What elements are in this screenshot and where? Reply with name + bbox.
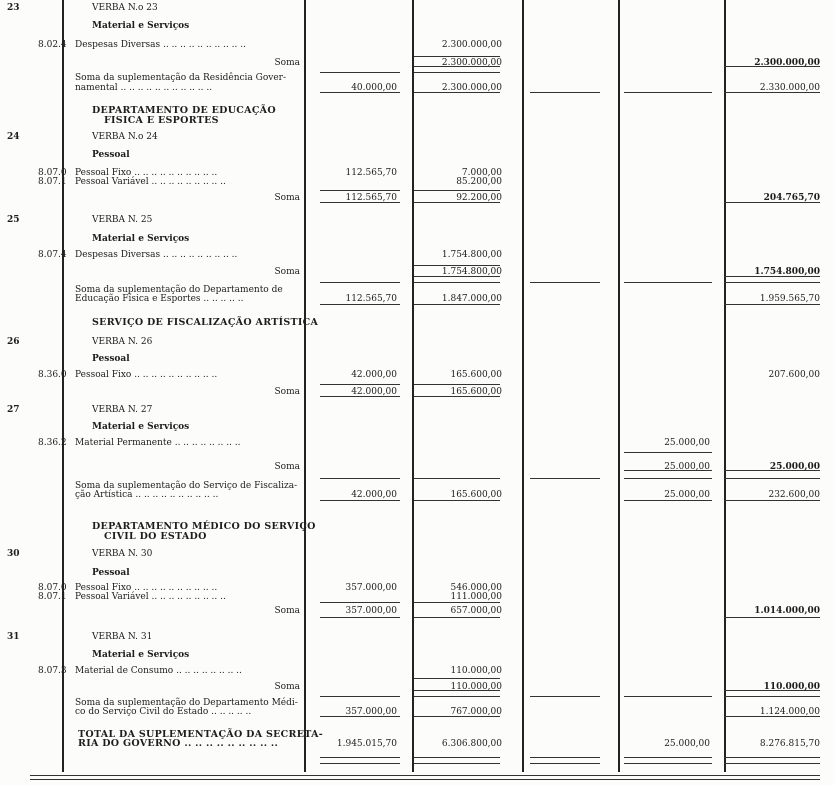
amount-c2: 6.306.800,00 (441, 739, 502, 749)
rule-line (724, 500, 820, 501)
amount-c1: 357.000,00 (345, 583, 397, 593)
amount-c1: 357.000,00 (345, 707, 397, 717)
amount-c5: 1.754.800,00 (754, 267, 820, 277)
rule-line (724, 282, 820, 283)
item-description: FISICA E ESPORTES (104, 115, 219, 126)
item-description: Pessoal Fixo .. .. .. .. .. .. .. .. .. .. (75, 583, 218, 593)
amount-c2: 657.000,00 (450, 606, 502, 616)
rule-line (530, 696, 600, 697)
amount-c5: 1.959.565,70 (759, 294, 820, 304)
rule-line (724, 478, 820, 479)
column-rule-3 (412, 0, 414, 772)
item-description: Material Permanente .. .. .. .. .. .. .. .. (75, 438, 241, 448)
column-rule-2 (304, 0, 306, 772)
item-description: Despesas Diversas .. .. .. .. .. .. .. .. .. (75, 250, 238, 260)
rule-line (30, 779, 820, 780)
rule-line (414, 72, 500, 73)
rule-line (414, 678, 500, 679)
item-description: Material e Serviços (92, 422, 190, 432)
rule-line (624, 763, 712, 764)
amount-c2: 2.300.000,00 (441, 58, 502, 68)
soma-label: Soma (274, 682, 300, 692)
amount-c2: 1.754.800,00 (441, 250, 502, 260)
item-description: VERBA N. 30 (92, 549, 153, 559)
amount-c1: 357.000,00 (345, 606, 397, 616)
rule-line (624, 478, 712, 479)
amount-c2: 92.200,00 (456, 193, 502, 203)
amount-c2: 767.000,00 (450, 707, 502, 717)
rule-line (724, 757, 820, 758)
amount-c1: 1.945.015,70 (336, 739, 397, 749)
column-rule-4 (522, 0, 524, 772)
amount-c1: 42.000,00 (351, 490, 397, 500)
amount-c5: 232.600,00 (768, 490, 820, 500)
amount-c4: 25.000,00 (664, 438, 710, 448)
rule-line (724, 696, 820, 697)
budget-code: 8.07.3 (38, 666, 67, 676)
soma-label: Soma (274, 606, 300, 616)
amount-c5: 8.276.815,70 (759, 739, 820, 749)
item-description: Material e Serviços (92, 21, 190, 31)
rule-line (530, 478, 600, 479)
budget-code: 8.36.2 (38, 438, 67, 448)
rule-line (414, 478, 500, 479)
budget-code: 8.07.4 (38, 250, 67, 260)
rule-line (530, 92, 600, 93)
budget-code: 8.36.0 (38, 370, 67, 380)
amount-c2: 111.000,00 (450, 592, 502, 602)
item-description: Pessoal (92, 568, 130, 578)
amount-c5: 1.014.000,00 (754, 606, 820, 616)
amount-c2: 7.000,00 (461, 168, 502, 178)
amount-c4: 25.000,00 (664, 490, 710, 500)
amount-c2: 165.600,00 (450, 387, 502, 397)
amount-c5: 25.000,00 (769, 462, 820, 472)
column-rule-5 (618, 0, 620, 772)
rule-line (624, 92, 712, 93)
rule-line (724, 763, 820, 764)
rule-line (320, 384, 400, 385)
line-number: 31 (7, 632, 20, 642)
amount-c5: 204.765,70 (763, 193, 820, 203)
line-number: 23 (7, 3, 20, 13)
item-description: namental .. .. .. .. .. .. .. .. .. .. .. (75, 83, 213, 93)
amount-c5: 110.000,00 (763, 682, 820, 692)
item-description: Material de Consumo .. .. .. .. .. .. .. .. (75, 666, 242, 676)
amount-c2: 1.847.000,00 (441, 294, 502, 304)
rule-line (320, 304, 400, 305)
amount-c2: 1.754.800,00 (441, 267, 502, 277)
amount-c5: 2.300.000,00 (754, 58, 820, 68)
amount-c5: 2.330.000,00 (759, 83, 820, 93)
rule-line (624, 452, 712, 453)
amount-c2: 110.000,00 (450, 666, 502, 676)
rule-line (414, 763, 500, 764)
amount-c1: 42.000,00 (351, 370, 397, 380)
item-description: CIVIL DO ESTADO (104, 531, 207, 542)
rule-line (530, 757, 600, 758)
rule-line (530, 282, 600, 283)
line-number: 24 (7, 132, 20, 142)
rule-line (320, 602, 400, 603)
budget-code: 8.07.1 (38, 592, 67, 602)
rule-line (320, 696, 400, 697)
item-description: Pessoal (92, 354, 130, 364)
rule-line (320, 282, 400, 283)
amount-c1: 112.565,70 (345, 294, 397, 304)
rule-line (414, 696, 500, 697)
line-number: 25 (7, 215, 20, 225)
column-rule-1 (62, 0, 64, 772)
amount-c4: 25.000,00 (664, 462, 710, 472)
rule-line (724, 304, 820, 305)
rule-line (320, 617, 400, 618)
amount-c1: 40.000,00 (351, 83, 397, 93)
amount-c1: 112.565,70 (345, 168, 397, 178)
rule-line (414, 282, 500, 283)
item-description: Material e Serviços (92, 234, 190, 244)
item-description: Pessoal Fixo .. .. .. .. .. .. .. .. .. .. (75, 168, 218, 178)
item-description: VERBA N. 27 (92, 405, 153, 415)
rule-line (320, 763, 400, 764)
amount-c1: 42.000,00 (351, 387, 397, 397)
rule-line (320, 757, 400, 758)
item-description: Soma da suplementação da Residência Gover- (75, 73, 287, 83)
rule-line (30, 775, 820, 776)
soma-label: Soma (274, 58, 300, 68)
item-description: VERBA N. 26 (92, 337, 153, 347)
item-description: VERBA N. 25 (92, 215, 153, 225)
line-number: 30 (7, 549, 20, 559)
amount-c2: 2.300.000,00 (441, 40, 502, 50)
amount-c2: 546.000,00 (450, 583, 502, 593)
amount-c2: 85.200,00 (456, 177, 502, 187)
item-description: Material e Serviços (92, 650, 190, 660)
budget-code: 8.07.1 (38, 177, 67, 187)
amount-c2: 2.300.000,00 (441, 83, 502, 93)
item-description: Pessoal Variável .. .. .. .. .. .. .. .. .. (75, 592, 226, 602)
rule-line (414, 384, 500, 385)
item-description: SERVIÇO DE FISCALIZAÇÃO ARTÍSTICA (92, 317, 319, 328)
item-description: co do Serviço Civil do Estado .. .. .. .. .. (75, 707, 252, 717)
rule-line (624, 757, 712, 758)
item-description: Soma da suplementação do Departamento de (75, 285, 283, 295)
item-description: Soma da suplementação do Serviço de Fiscaliza- (75, 481, 298, 491)
rule-line (320, 478, 400, 479)
item-description: Soma da suplementação do Departamento Médi- (75, 698, 298, 708)
item-description: Educação Física e Esportes .. .. .. .. .. (75, 294, 244, 304)
rule-line (414, 265, 500, 266)
rule-line (624, 282, 712, 283)
rule-line (414, 56, 500, 57)
amount-c2: 165.600,00 (450, 490, 502, 500)
item-description: Pessoal (92, 150, 130, 160)
line-number: 26 (7, 337, 20, 347)
rule-line (724, 617, 820, 618)
item-description: VERBA N.o 24 (92, 132, 158, 142)
amount-c4: 25.000,00 (664, 739, 710, 749)
amount-c2: 110.000,00 (450, 682, 502, 692)
item-description: TOTAL DA SUPLEMENTAÇÃO DA SECRETA- (78, 729, 324, 740)
item-description: Pessoal Fixo .. .. .. .. .. .. .. .. .. .. (75, 370, 218, 380)
rule-line (414, 190, 500, 191)
rule-line (624, 500, 712, 501)
soma-label: Soma (274, 462, 300, 472)
item-description: RIA DO GOVERNO .. .. .. .. .. .. .. .. .. (78, 738, 279, 749)
rule-line (414, 617, 500, 618)
soma-label: Soma (274, 193, 300, 203)
item-description: DEPARTAMENTO DE EDUCAÇÃO (92, 105, 276, 116)
rule-line (320, 500, 400, 501)
soma-label: Soma (274, 267, 300, 277)
rule-line (320, 190, 400, 191)
amount-c5: 1.124.000,00 (759, 707, 820, 717)
item-description: VERBA N. 31 (92, 632, 153, 642)
item-description: Pessoal Variável .. .. .. .. .. .. .. .. .. (75, 177, 226, 187)
rule-line (414, 602, 500, 603)
budget-code: 8.02.4 (38, 40, 67, 50)
column-rule-6 (724, 0, 726, 772)
amount-c1: 112.565,70 (345, 193, 397, 203)
amount-c2: 165.600,00 (450, 370, 502, 380)
line-number: 27 (7, 405, 20, 415)
rule-line (414, 757, 500, 758)
rule-line (530, 763, 600, 764)
item-description: VERBA N.o 23 (92, 3, 158, 13)
rule-line (414, 500, 500, 501)
amount-c5: 207.600,00 (768, 370, 820, 380)
item-description: Despesas Diversas .. .. .. .. .. .. .. .. .. .. (75, 40, 246, 50)
rule-line (320, 72, 400, 73)
rule-line (624, 696, 712, 697)
item-description: DEPARTAMENTO MÉDICO DO SERVIÇO (92, 521, 316, 532)
soma-label: Soma (274, 387, 300, 397)
rule-line (414, 304, 500, 305)
budget-code: 8.07.0 (38, 168, 67, 178)
item-description: ção Artística .. .. .. .. .. .. .. .. .. .. (75, 490, 219, 500)
budget-code: 8.07.0 (38, 583, 67, 593)
